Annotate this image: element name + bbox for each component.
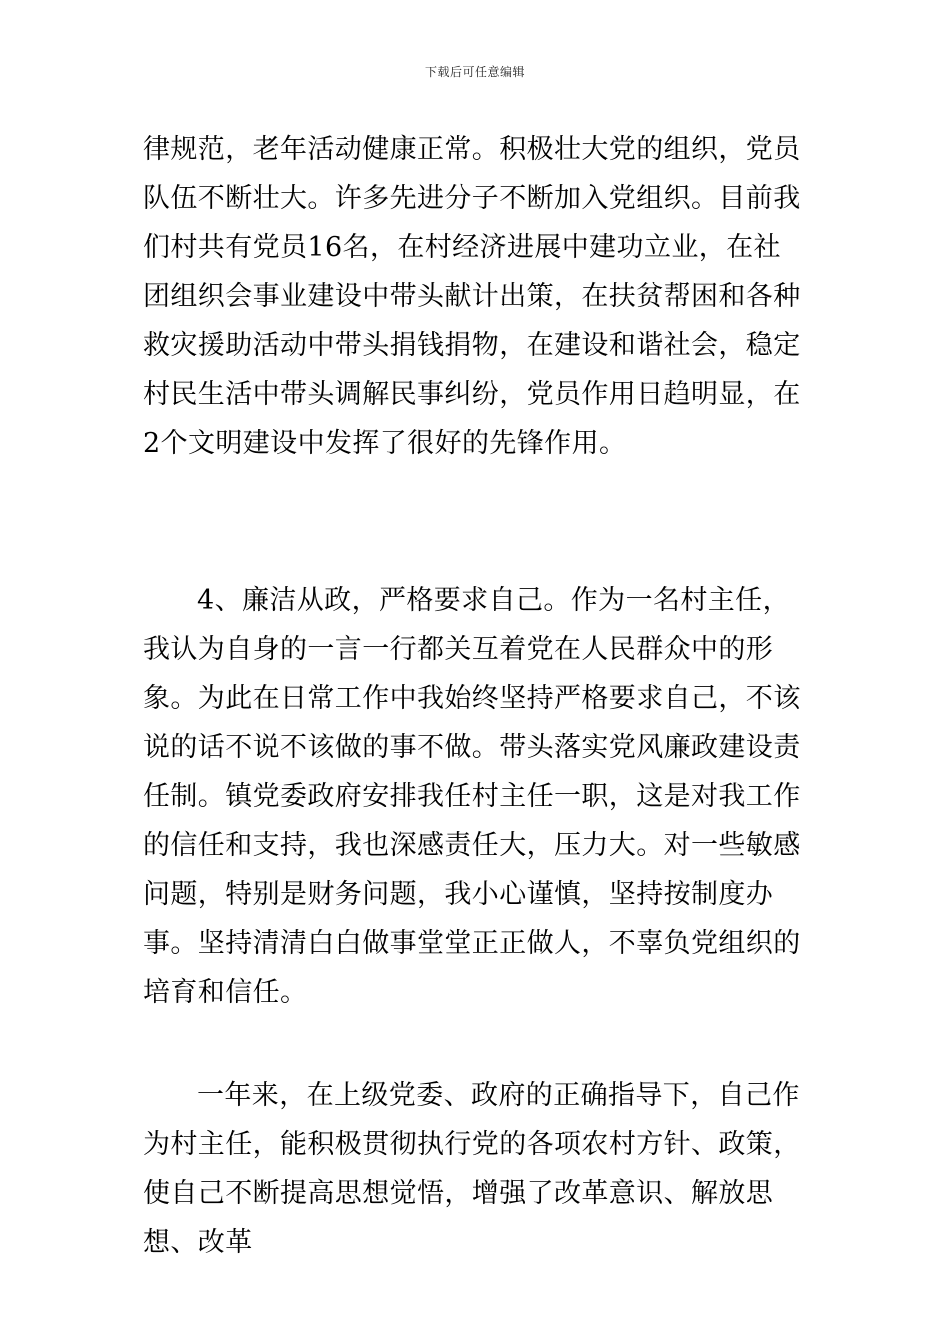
paragraph-party-organization: 律规范，老年活动健康正常。积极壮大党的组织，党员队伍不断壮大。许多先进分子不断加入党组织。目前我们村共有党员16名，在村经济进展中建功立业，在社团组织会事业建设中带头献计出策，在扶贫帮困和各种救灾援助活动中带头捐钱捐物，在建设和谐社会，稳定村民生活中带头调解民事纠纷，党员作用日趋明显，在2个文明建设中发挥了很好的先锋作用。 bbox=[143, 134, 801, 459]
page-header: 下载后可任意编辑 bbox=[424, 65, 525, 79]
paragraph-integrity: 4、廉洁从政，严格要求自己。作为一名村主任，我认为自身的一言一行都关互着党在人民群众中的形象。为此在日常工作中我始终坚持严格要求自己，不该说的话不说不该做的事不做。带头落实党风廉政建设责任制。镇党委政府安排我任村主任一职，这是对我工作的信任和支持，我也深感责任大，压力大。对一些敏感问题，特别是财务问题，我小心谨慎，坚持按制度办事。坚持清清白白做事堂堂正正做人，不辜负党组织的培育和信任。 bbox=[143, 585, 801, 1008]
paragraph-year-summary: 一年来，在上级党委、政府的正确指导下，自己作为村主任，能积极贯彻执行党的各项农村方针、政策，使自己不断提高思想觉悟，增强了改革意识、解放思想、改革 bbox=[143, 1080, 801, 1258]
